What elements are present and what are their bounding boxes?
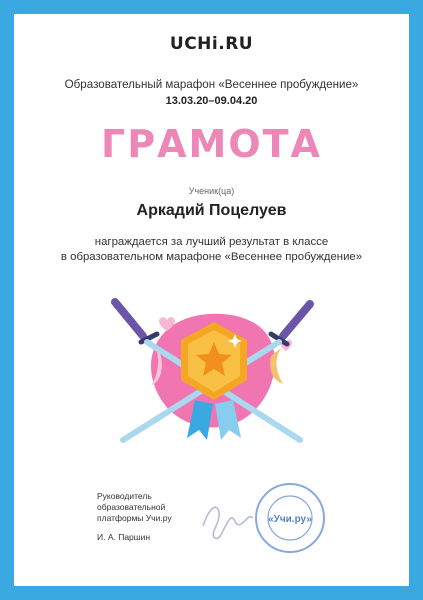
uchi-logo: UCHi.RU: [169, 34, 254, 54]
handwritten-signature: [203, 507, 253, 538]
marathon-dates: 13.03.20–09.04.20: [165, 95, 258, 107]
marathon-title: Образовательный марафон «Весеннее пробуждение»: [64, 78, 359, 91]
signer-role-line-3: платформы Учи.ру: [97, 513, 172, 523]
signer-name: И. А. Паршин: [97, 532, 151, 542]
medal-with-crossed-swords-icon: [95, 290, 330, 450]
signer-role-line-2: образовательной: [97, 502, 166, 512]
stamp-icon: [195, 478, 330, 558]
award-text-line-2: в образовательном марафоне «Весеннее пробуждение»: [60, 251, 363, 263]
stamp-text: «Учи.ру»: [268, 514, 312, 525]
award-text-line-1: награждается за лучший результат в классе: [94, 236, 329, 248]
certificate-title: ГРАМОТА: [101, 122, 322, 166]
student-name: Аркадий Поцелуев: [136, 202, 287, 219]
signer-role-line-1: Руководитель: [97, 491, 152, 501]
student-label: Ученик(ца): [188, 186, 235, 196]
